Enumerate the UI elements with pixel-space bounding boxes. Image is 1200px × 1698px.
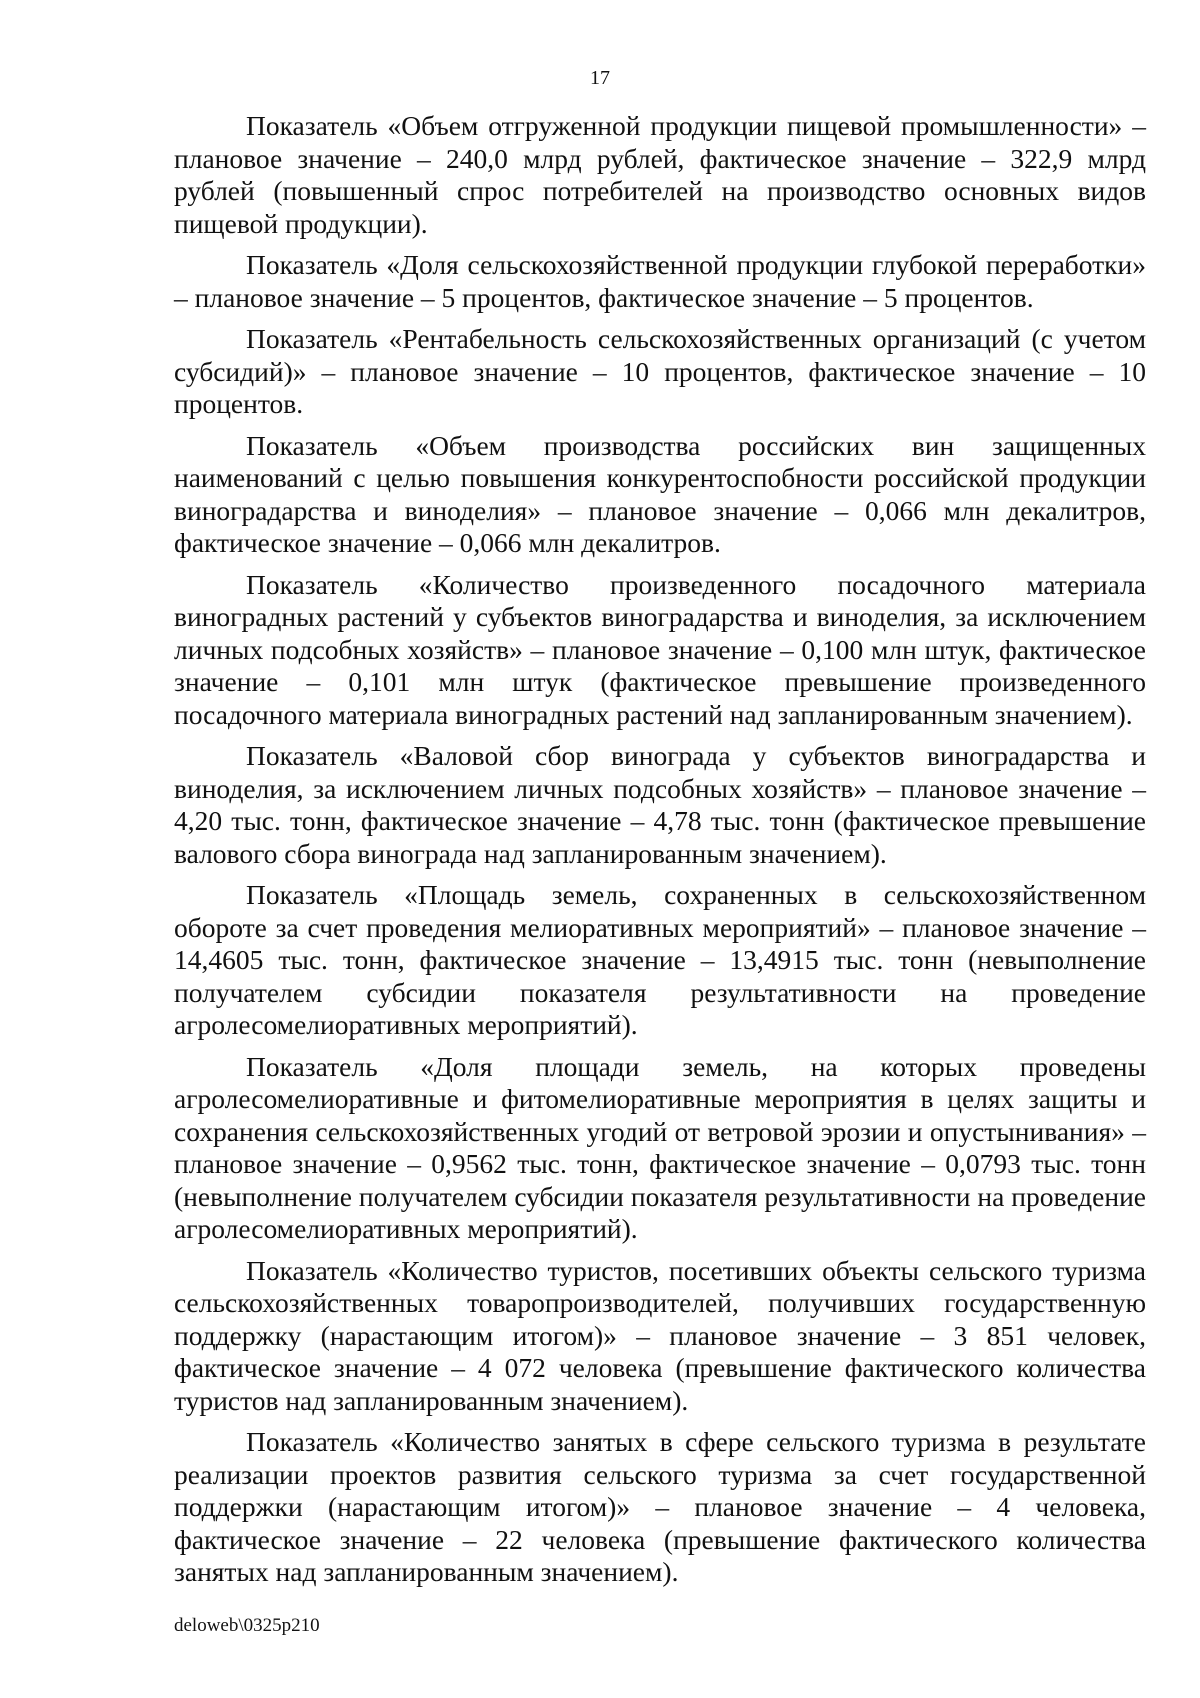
paragraph-agroforestry-land-share: Показатель «Доля площади земель, на которых проведены агролесомелиоративные и фитомелиоративные мероприятия в целях защиты и сохранения сельскохозяйственных угодий от ветровой эрозии и опустынивания» – плановое значение – 0,9562 тыс. тонн, фактическое значение – 0,0793 тыс. тонн (невыполнение получателем субсидии показателя результативности на проведение агролесомелиоративных мероприятий).: [174, 1050, 1146, 1244]
page-number: 17: [590, 67, 610, 89]
paragraph-rural-tourism-employment: Показатель «Количество занятых в сфере сельского туризма в результате реализации проектов развития сельского туризма за счет государственной поддержки (нарастающим итогом)» – плановое значение – 4 человека, фактическое значение – 22 человека (превышение фактического количества занятых над запланированным значением).: [174, 1426, 1146, 1587]
paragraph-grape-harvest: Показатель «Валовой сбор винограда у субъектов виноградарства и виноделия, за исключением личных подсобных хозяйств» – плановое значение – 4,20 тыс. тонн, фактическое значение – 4,78 тыс. тонн (фактическое превышение валового сбора винограда над запланированным значением).: [174, 740, 1146, 869]
paragraph-land-reclamation-area: Показатель «Площадь земель, сохраненных в сельскохозяйственном обороте за счет проведения мелиоративных мероприятий» – плановое значение – 14,4605 тыс. тонн, фактическое значение – 13,4915 тыс. тонн (невыполнение получателем субсидии показателя результативности на проведение агролесомелиоративных мероприятий).: [174, 879, 1146, 1040]
paragraph-deep-processing-share: Показатель «Доля сельскохозяйственной продукции глубокой переработки» – плановое значение – 5 процентов, фактическое значение – 5 процентов.: [174, 249, 1146, 313]
paragraph-food-industry-output: Показатель «Объем отгруженной продукции пищевой промышленности» – плановое значение – 240,0 млрд рублей, фактическое значение – 322,9 млрд рублей (повышенный спрос потребителей на производство основных видов пищевой продукции).: [174, 110, 1146, 239]
paragraph-grape-planting-material: Показатель «Количество произведенного посадочного материала виноградных растений у субъектов виноградарства и виноделия, за исключением личных подсобных хозяйств» – плановое значение – 0,100 млн штук, фактическое значение – 0,101 млн штук (фактическое превышение произведенного посадочного материала виноградных растений над запланированным значением).: [174, 568, 1146, 730]
paragraph-agri-profitability: Показатель «Рентабельность сельскохозяйственных организаций (с учетом субсидий)» – плановое значение – 10 процентов, фактическое значение – 10 процентов.: [174, 323, 1146, 419]
paragraph-protected-wines-volume: Показатель «Объем производства российских вин защищенных наименований с целью повышения конкурентоспобности российской продукции виноградарства и виноделия» – плановое значение – 0,066 млн декалитров, фактическое значение – 0,066 млн декалитров.: [174, 429, 1146, 558]
document-code-footer: deloweb\0325p210: [174, 1615, 320, 1636]
document-body: [174, 110, 1146, 1598]
paragraph-rural-tourists-count: Показатель «Количество туристов, посетивших объекты сельского туризма сельскохозяйственных товаропроизводителей, получивших государственную поддержку (нарастающим итогом)» – плановое значение – 3 851 человек, фактическое значение – 4 072 человека (превышение фактического количества туристов над запланированным значением).: [174, 1254, 1146, 1416]
